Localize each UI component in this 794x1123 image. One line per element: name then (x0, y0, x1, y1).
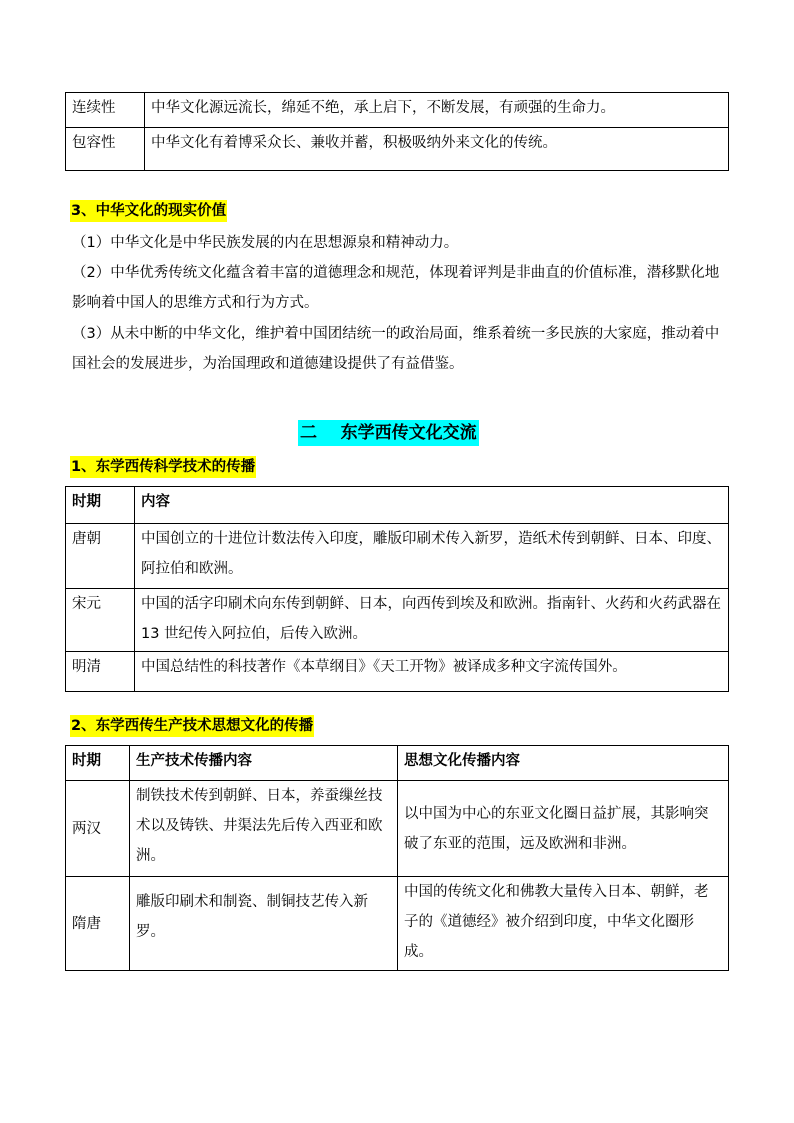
sub2-heading: 2、东学西传生产技术思想文化的传播 (70, 715, 314, 737)
culture-cell: 中国的传统文化和佛教大量传入日本、朝鲜，老子的《道德经》被介绍到印度，中华文化圈形成。 (398, 877, 729, 971)
content-cell: 中国总结性的科技著作《本草纲目》《天工开物》被译成多种文字流传国外。 (135, 652, 729, 692)
trait-desc: 中华文化源远流长，绵延不绝，承上启下，不断发展，有顽强的生命力。 (145, 93, 729, 128)
table-row (66, 128, 729, 171)
table-header-row (66, 746, 729, 781)
table-header-row (66, 487, 729, 524)
content-cell: 中国创立的十进位计数法传入印度，雕版印刷术传入新罗，造纸术传到朝鲜、日本、印度、阿拉伯和欧洲。 (135, 524, 729, 589)
sub1-heading: 1、东学西传科学技术的传播 (70, 456, 256, 478)
section3-heading: 3、中华文化的现实价值 (70, 200, 227, 222)
production-culture-spread-table (65, 745, 729, 971)
section3-paragraph-2: （2）中华优秀传统文化蕴含着丰富的道德理念和规范，体现着评判是非曲直的价值标准，潜移默化地影响着中国人的思维方式和行为方式。 (72, 265, 720, 311)
period-cell: 隋唐 (66, 877, 130, 971)
tech-cell: 雕版印刷术和制瓷、制铜技艺传入新罗。 (130, 877, 398, 971)
content-cell: 中国的活字印刷术向东传到朝鲜、日本，向西传到埃及和欧洲。指南针、火药和火药武器在 13 世纪传入阿拉伯，后传入欧洲。 (135, 589, 729, 652)
period-cell: 两汉 (66, 781, 130, 877)
science-spread-table (65, 486, 729, 692)
section3-heading-wrap (70, 200, 227, 222)
tech-cell: 制铁技术传到朝鲜、日本，养蚕缫丝技术以及铸铁、井渠法先后传入西亚和欧洲。 (130, 781, 398, 877)
period-cell: 明清 (66, 652, 135, 692)
col-header-period: 时期 (66, 487, 135, 524)
table-row (66, 877, 729, 971)
section3-paragraph-3: （3）从未中断的中华文化，维护着中国团结统一的政治局面，维系着统一多民族的大家庭，推动着中国社会的发展进步，为治国理政和道德建设提供了有益借鉴。 (72, 326, 720, 372)
col-header-content: 内容 (135, 487, 729, 524)
sub1-heading-wrap (70, 456, 256, 478)
characteristics-table (65, 92, 729, 171)
trait-name: 连续性 (66, 93, 145, 128)
period-cell: 唐朝 (66, 524, 135, 589)
part2-title: 二 东学西传文化交流 (298, 420, 479, 446)
col-header-tech: 生产技术传播内容 (130, 746, 398, 781)
period-cell: 宋元 (66, 589, 135, 652)
section3-paragraph-1: （1）中华文化是中华民族发展的内在思想源泉和精神动力。 (72, 235, 459, 251)
trait-desc: 中华文化有着博采众长、兼收并蓄，积极吸纳外来文化的传统。 (145, 128, 729, 171)
table-row (66, 589, 729, 652)
trait-name: 包容性 (66, 128, 145, 171)
table-row (66, 524, 729, 589)
col-header-period: 时期 (66, 746, 130, 781)
col-header-culture: 思想文化传播内容 (398, 746, 729, 781)
culture-cell: 以中国为中心的东亚文化圈日益扩展，其影响突破了东亚的范围，远及欧洲和非洲。 (398, 781, 729, 877)
sub2-heading-wrap (70, 715, 314, 737)
table-row (66, 781, 729, 877)
table-row (66, 652, 729, 692)
table-row (66, 93, 729, 128)
